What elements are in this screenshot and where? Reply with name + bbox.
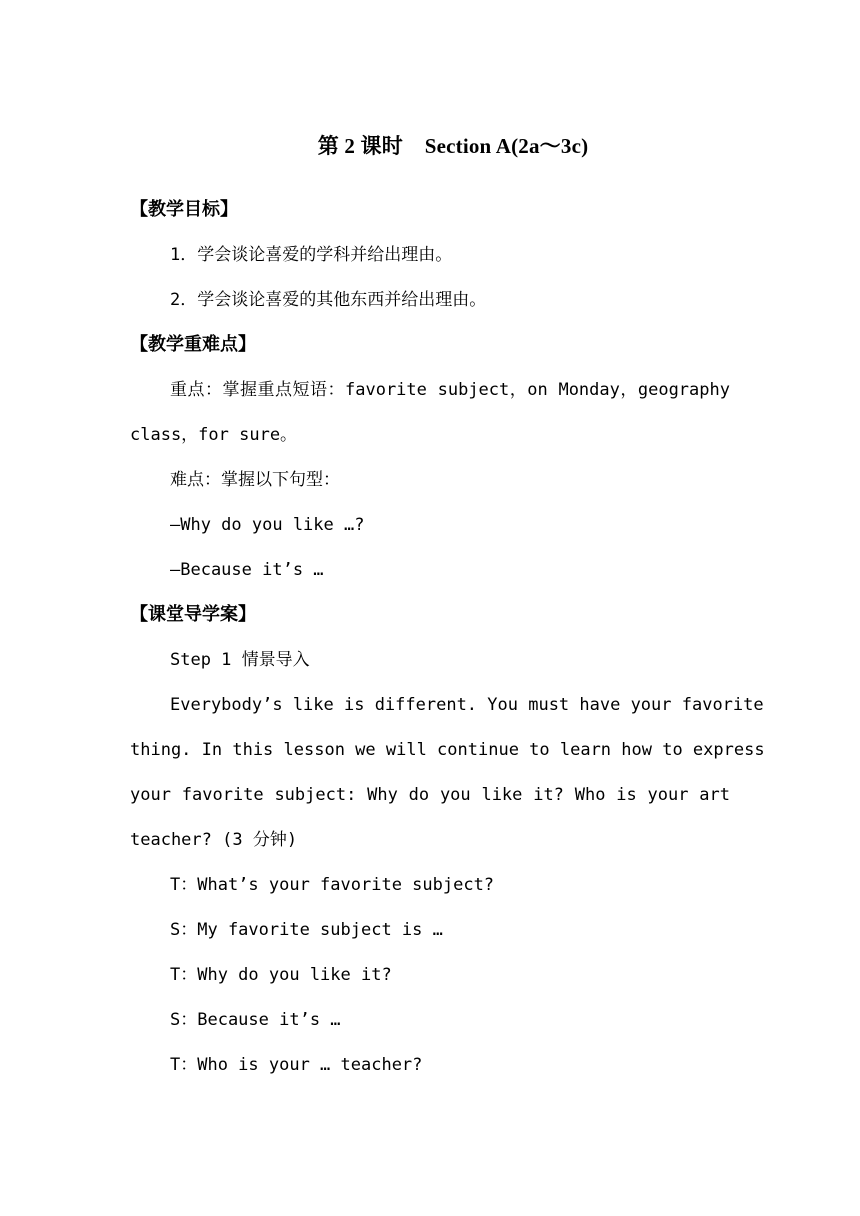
paragraph-line-2: thing. In this lesson we will continue to learn how to express xyxy=(130,740,765,760)
heading-lesson-plan: 【课堂导学案】 xyxy=(130,604,256,625)
dialogue-line-4: S：Because it’s … xyxy=(170,1010,341,1030)
step-1-title: Step 1 情景导入 xyxy=(170,650,310,670)
objective-item-2: 2．学会谈论喜爱的其他东西并给出理由。 xyxy=(170,290,487,310)
heading-objectives: 【教学目标】 xyxy=(130,199,238,220)
key-point-focus-line-1: 重点：掌握重点短语：favorite subject，on Monday，geography xyxy=(170,380,730,400)
dialogue-line-2: S：My favorite subject is … xyxy=(170,920,443,940)
paragraph-line-1: Everybody’s like is different. You must have your favorite xyxy=(170,695,764,715)
paragraph-line-4: teacher? (3 分钟) xyxy=(130,830,298,850)
objective-item-1: 1．学会谈论喜爱的学科并给出理由。 xyxy=(170,245,453,265)
dialogue-line-1: T：What’s your favorite subject? xyxy=(170,875,495,895)
sentence-pattern-1: —Why do you like …? xyxy=(170,515,365,535)
key-point-focus-line-2: class，for sure。 xyxy=(130,425,298,445)
heading-key-points: 【教学重难点】 xyxy=(130,334,256,355)
sentence-pattern-2: —Because it’s … xyxy=(170,560,324,580)
lesson-title: 第 2 课时 Section A(2a～3c) xyxy=(317,134,589,158)
dialogue-line-5: T：Who is your … teacher? xyxy=(170,1055,423,1075)
paragraph-line-3: your favorite subject: Why do you like it? Who is your art xyxy=(130,785,730,805)
dialogue-line-3: T：Why do you like it? xyxy=(170,965,392,985)
key-point-difficulty: 难点：掌握以下句型： xyxy=(170,470,340,490)
